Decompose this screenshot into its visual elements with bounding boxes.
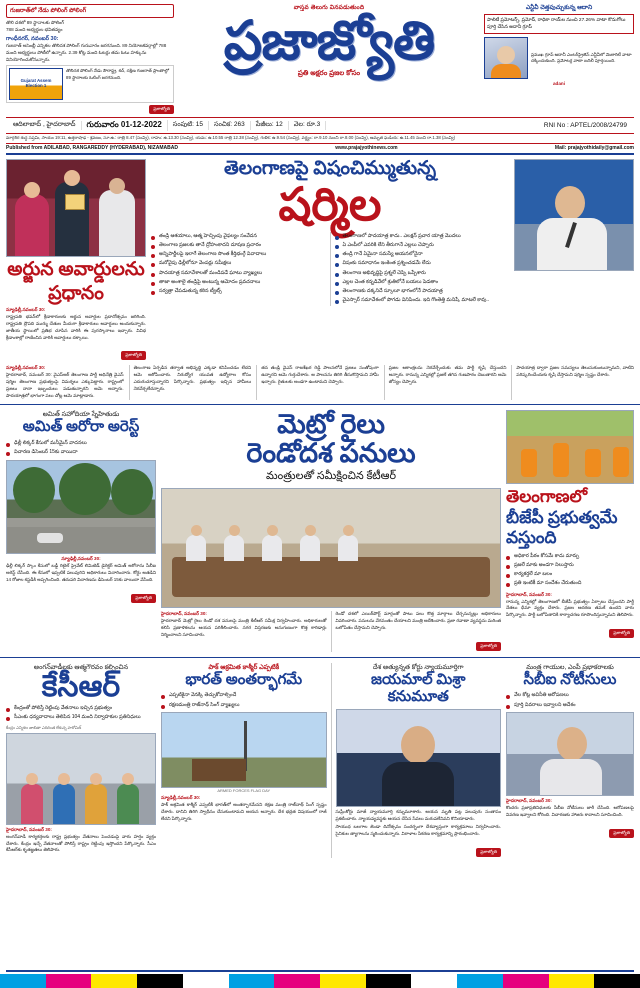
lead-bullet-l0: తండ్రి ఆశయాలు, ఆత్మ హెచ్చింపు వైఫల్యం సంవేదన [151,232,326,241]
edition-volume: సంపుటి: 15 [168,121,209,130]
lead-bullets-left [151,232,326,306]
cbi-bullet-0: వేల కోట్ల అవినీతి ఆరోపణలు [506,691,634,700]
masthead-right-photo-block [484,37,634,79]
metro-story [161,611,501,652]
lead-story-col-1 [129,365,252,400]
lead-story-dateline: న్యూఢిల్లీ,నవంబర్ 30: [6,365,46,371]
lead-bullet-r6: తెలంగాణకు దక్కనిదే స్కూలూ భాగంలోనే పాదయాత్ర [335,287,510,296]
award-caption-title: న్యూఢిల్లీ,నవంబర్ 30: [6,306,46,312]
metro-headline-2: రెండోదశ పనులు [246,437,416,468]
pok-dateline: న్యూఢిల్లీ,నవంబర్ 30: [161,794,201,800]
award-ceremony-photo [6,159,146,257]
metro-col-0 [161,611,327,652]
gujarat-election-logo [9,68,63,100]
mid-center-column [161,410,501,652]
award-headline-2: ప్రధానం [48,282,104,304]
flagday-body: సాయుధ బలగాల జెండా దినోత్సవం సందర్భంగా దేశవ్యాప్తంగా కార్యక్రమాలు నిర్వహించారు. సైనికుల త్యాగాలను స్మరించుకున్నారు. విరాళాల సేకరణ కార్యక్రమాన్ని ప్రారంభించారు. [335,824,501,837]
arora-body: ఢిల్లీ లిక్కర్ స్కాం కేసులో బడ్డీ రిటైల్ ప్రైవేట్ లిమిటెడ్ డైరెక్టర్ అమిత్ అరోరాను సీబీఐ అరెస్ట్ చేసింది. ఈ కేసులో ఇప్పటికే పలువురిని అధికారులు విచారించారు. కోర్టు అతడిని 14 రోజుల కస్టడీకి అప్పగించింది. తదుపరి విచారణను డిసెంబర్ 15కు వాయిదా వేసింది. [6,563,156,583]
adani-portrait [484,37,528,79]
lead-bullet-columns [151,232,509,306]
masthead-right-photo-text: ప్రముఖ గ్రూప్ అదానీ ఎంటర్‌ప్రైజెస్ ఎన్టీవీలో మెజారిటీ వాటా దక్కించుకుంది. ప్రమోటర్ల వాటా బదిలీ పూర్తయింది. [531,51,632,64]
info-bar [6,117,634,134]
footer-rule [6,970,634,972]
pok-body: పాక్ ఆక్రమిత కాశ్మీర్ ఎప్పటికీ భారత్‌లో అంతర్భాగమేనని రక్షణ మంత్రి రాజ్‌నాథ్ సింగ్ స్పష్టం చేశారు. దానిని తిరిగి స్వాధీనం చేసుకుంటామని ఆయన అన్నారు. దేశ భద్రత విషయంలో రాజీ లేదని పేర్కొన్నారు. [161,801,327,821]
judge-kicker: దేశ అత్యున్నత కోర్టు న్యాయమూర్తిగా [372,663,464,671]
lead-bullet-r1: ఏ ఎంపీలో ఎవరికి లేని తీరుగానే ఎల్లలు చెప్పారు [335,241,510,250]
ad-logo-line2: Election 1 [25,83,47,89]
lead-bullet-l1: తెలంగాణ ప్రజలకు తానే ద్రోహంకాదని దూషణ ప్రచారం [151,241,326,250]
flag-day-photo [161,712,327,788]
rni-number: RNI No : APTEL/2008/24799 [543,122,627,130]
street-photo [6,460,156,554]
arora-bullets [6,439,156,458]
brand-tag-arora: ప్రజాజ్యోతి [131,594,156,603]
award-story-body: రాష్ట్రపతి భవన్‌లో క్రీడాకారులకు అర్జున అవార్డుల ప్రదానోత్సవం జరిగింది. రాష్ట్రపతి ద్రౌపది ముర్ము చేతుల మీదుగా క్రీడాకారులు అవార్డులు అందుకున్నారు. జాతీయ స్థాయిలో ప్రతిభ చూపిన వారికి ఈ పురస్కారాలు ఇచ్చారు. వివిధ క్రీడాంశాల్లో రాణించిన వారికి అవార్డులు దక్కాయి. [6,313,146,340]
lead-main-headline: షర్మిల [278,178,382,230]
arora-headline: అమిత్ అరోరా అరెస్ట్ [22,419,140,436]
kcr-bullet-1: సీఎంకు ధన్యవాదాలు తెలిపిన 104 మంది నిర్వాహకుల ప్రతినిధులు [6,713,156,722]
newspaper-title: ప్రజాజ్యోతి [223,11,435,71]
edition-price: వెల: రూ.3 [289,121,326,130]
brand-tag-judge: ప్రజాజ్యోతి [476,848,501,857]
lead-bullet-l2: అన్నిపార్టీలపై ఇలాగే తెలంగాణ సొంత కీర్తిభంగ్గే వివాదాలు [151,250,326,259]
bjp-headline-3: వస్తుంది [506,528,557,548]
adani-brand: adani [553,81,565,87]
bjp-rally-photo [506,410,634,484]
mid-section [0,404,640,652]
masthead [0,0,640,114]
bjp-bullet-0: అధికార పీఠం కోసమే కాదు మార్పు [506,552,634,561]
masthead-ad [6,65,174,103]
pok-bullets [161,691,327,710]
lead-bullet-r3: విషంకు సమాధానం ఇంకెంత ప్రశ్నించడమే లేదు [335,259,510,268]
kcr-body: అంగన్‌వాడీ కార్యకర్తలకు రాష్ట్ర ప్రభుత్వం వేతనాలు పెంచడంపై వారు హర్షం వ్యక్తం చేశారు. కేంద్రం ఇచ్చే వేతనాలతో పోలిస్తే రాష్ట్రం రెట్టింపు ఇస్తోందని పేర్కొన్నారు. సీఎం కేసీఆర్‌కు కృతజ్ఞతలు తెలిపారు. [6,833,156,853]
lead-bullet-r5: ఎల్లల చెంత కన్నడివేలో శ్రుతిలోనే బయలు పెడతాం [335,278,510,287]
edition-pages: పేజీలు: 12 [251,121,289,130]
lead-bullet-r7: వైఎస్సార్ సమావేశంలో పొగడు వినిపిందు. ఇది గొంతెత్తి మనిషే, మాటలే కావు.. [335,296,510,305]
edition-place: ఆదిలాబాద్ , హైదరాబాద్ [8,121,82,130]
brand-tag-award: ప్రజాజ్యోతి [121,351,146,360]
lead-bullet-r2: తండ్రి గానే ఏమైనా సమస్యే ఆయనలోనైనా [335,250,510,259]
cbi-bullet-1: పూర్తి వివరాలు ఇవ్వాలని ఆదేశం [506,701,634,710]
masthead-left [6,4,174,114]
arora-bullet-0: ఢిల్లీ లిక్కర్ కేసులో మనీమైన్ వాదనలు [6,439,156,448]
masthead-left-box-0: గుజరాత్‌లో నేడు పోలింగ్ పోలింగ్ [6,4,174,18]
metro-body-0: హైదరాబాద్ మెట్రో రైలు రెండో దశ పనులపై మంత్రి కేటీఆర్ సమీక్ష నిర్వహించారు. అధికారులతో కలిసి ప్రణాళికలను ఆయన పరిశీలించారు. నగర విస్తరణకు అనుగుణంగా కొత్త కారిడార్లు నిర్మించాలని సూచించారు. [161,618,327,637]
bjp-dateline: హైదరాబాద్, నవంబర్ 30: [506,591,552,597]
kcr-bullets [6,704,156,723]
arora-bullet-1: విచారణ డిసెంబర్ 15కు వాయిదా [6,448,156,457]
mid-left-column [6,410,156,652]
lead-kicker: తెలంగాణపై విషంచిమ్ముతున్న [223,157,437,179]
lead-story-text-3: ప్రజల ఆకాంక్షలను నెరవేర్చేందుకు తమ పార్టీ కృషి చేస్తుందని అన్నారు. రానున్న ఎన్నికల్లో ప్రజలే తగిన గుణపాఠం చెబుతారని ఆమె జోస్యం చెప్పారు. [388,365,507,385]
bottom-right-column [506,663,634,858]
bjp-bullet-3: ప్రతి ఇంటికీ మా సందేశం చేరుతుంది [506,579,634,588]
judge-name: జయమాల్ మిశ్రా [371,672,466,689]
cmyk-registration-bar [0,974,640,988]
metro-subheadline: మంత్రులతో సమీక్షించిన కేటీఆర్ [266,470,396,483]
bjp-headline-2: బీజేపీ ప్రభుత్వమే [506,507,618,527]
bjp-headline-1: తెలంగాణలో [506,487,588,507]
bjp-bullet-1: ప్రజలే మాకు అండగా నిలుస్తారు [506,561,634,570]
edition-date: గురువారం 01-12-2022 [82,120,168,131]
email-address[interactable]: Mail: prajajyothidaily@gmail.com [554,144,634,151]
bottom-center-column [161,663,501,858]
newspaper-subtitle: ప్రతి అక్షరం ప్రజల కోసం [297,70,361,77]
arora-kicker: అమిత్ సహోదియా స్నేహితుడు [42,411,120,419]
cbi-headline: సీబీఐ నోటీసులు [523,672,617,689]
lead-story-text-1: తెలంగాణ ఏర్పడిన తర్వాత అభివృద్ధి ఎక్కడా కనిపించడం లేదని ఆమె ఆరోపించారు. నిరుద్యోగ యువత ఉద్యోగాల కోసం ఎదురుచూస్తున్నారని పేర్కొన్నారు. ప్రభుత్వం ఇచ్చిన హామీలు నెరవేర్చలేదన్నారు. [133,365,252,392]
cbi-dateline: హైదరాబాద్, నవంబర్ 30: [506,797,552,803]
ad-logo-line1: Gujarat Assem [20,78,52,84]
lead-bullet-r0: తెలంగాణలో పాదయాత్ర కాదు.. ఎలక్షన్ ప్రచార యాత్ర మొదలు [335,232,510,241]
bjp-bullet-2: కార్యకర్తలే మా బలం [506,570,634,579]
metro-col-1 [331,611,502,652]
lead-bullet-r4: తెలంగాణ అభివృద్ధిపై ప్రశ్నలే చెప్పి ఒప్పేశారు [335,269,510,278]
anganwadi-photo [6,733,156,825]
sharmila-speech-photo [514,159,634,271]
lead-section [0,155,640,362]
cbi-bullets [506,691,634,710]
arora-dateline: న్యూఢిల్లీ,నవంబర్ 30: [61,556,101,562]
award-headline-1: అర్జున అవార్డులను [7,258,145,280]
website-url[interactable]: www.prajajyothinews.com [335,144,398,151]
pok-story [161,663,327,858]
lead-bullet-l3: మరోవైపు ఢిల్లీలోనూ వెంపర్లు సమీక్షలు [151,259,326,268]
pok-kicker: పాక్ ఆక్రమిత కాశ్మీర్ ఎప్పటికీ [208,663,280,671]
cbi-kicker: మంత్ర గాయుల, ఎంపీ ప్రభాకరాలకు [526,663,614,671]
masthead-left-box-1: తొలి దశలో 89 స్థానాలకు పోలింగ్ [6,20,65,25]
kcr-kicker: అంగన్‌వాడీలకు ఆత్మగౌరవం కల్పించిన [33,663,129,671]
bottom-center-grid [161,663,501,858]
bjp-body: రానున్న ఎన్నికల్లో తెలంగాణలో బీజేపీ ప్రభుత్వం ఏర్పాటు చేస్తుందని పార్టీ నేతలు ధీమా వ్యక్తం చేశారు. ప్రజల ఆదరణ తమకే ఉందని వారు పేర్కొన్నారు. పార్టీ బలోపేతానికి కార్యాచరణ రూపొందిస్తున్నామని తెలిపారు. [506,598,634,618]
pok-bullet-0: ఎప్పటికైనా వెనక్కి తెచ్చుకోవాల్సిందే [161,691,327,700]
masthead-left-box-2: 788 మంది అభ్యర్థుల భవితవ్యం [6,26,63,32]
lead-story-col-4 [511,365,634,400]
masthead-left-caption-body: గుజరాత్ అసెంబ్లీ ఎన్నికల తొలిదశ పోలింగ్ గురువారం జరగనుంది. 89 నియోజకవర్గాల్లో 788 మంది అభ్యర్థులు పోటీలో ఉన్నారు. 2.39 కోట్ల మంది ఓటర్లు తమ ఓటు హక్కును వినియోగించుకోనున్నారు. [6,43,167,62]
mid-right-column [506,410,634,652]
judge-sub: కనుమూత [387,689,449,706]
panchangam-bar: మార్గశిర శుద్ధ సప్తమి, సాయం 19:11, ఉత్తరాషాఢ - శ్రవణం, సూ.ఉ.: రాత్రి 8.47 (సంవ్వి), రాహు: ఉ.13.30 (సంవ్వి), యమ: ఉ.10.55 రాత్రి 12.38 (సంవ్వి), గుళిక: ఉ.9.54 (సంవ్వి), వర్జ్యం: రా.9.10 నుంచి రా.8.00 (సంవ్వి), అమృత ఘడియ: ఉ.11.45 నుంచి రా.1.38 (సంవ్వి) [6,134,634,143]
kcr-headline: కేసీఆర్ [41,670,121,704]
metro-body-1: రెండో దశలో ఎయిర్‌పోర్ట్ మార్గంతో పాటు పలు కొత్త మార్గాలు చేర్చనున్నట్లు అధికారులు వివరించారు. పనులను వేగవంతం చేయాలని మంత్రి ఆదేశించారు. ప్రజా రవాణా వ్యవస్థను మరింత బలోపేతం చేస్తామని చెప్పారు. [335,611,502,630]
lead-left-column [6,159,146,362]
brand-tag-bjp: ప్రజాజ్యోతి [609,629,634,638]
masthead-center [178,4,480,114]
lead-story-text-0: హైదరాబాద్, నవంబర్ 30: వైఎస్ఆర్ తెలంగాణ పార్టీ అధినేత్రి వైఎస్ షర్మిల తెలంగాణ ప్రభుత్వంపై విమర్శలు ఎక్కుపెట్టారు. రాష్ట్రంలో ప్రజలు నానా ఇబ్బందులు పడుతున్నారని ఆమె అన్నారు. పాదయాత్రలో భాగంగా పలు చోట్ల ఆమె మాట్లాడారు. [6,372,124,399]
lead-story-text-4: పాదయాత్ర ద్వారా ప్రజల సమస్యలు తెలుసుకుంటున్నామని, వాటిని పరిష్కరించేందుకు కృషి చేస్తామని షర్మిల స్పష్టం చేశారు. [516,365,634,378]
metro-dateline: హైదరాబాద్, నవంబర్ 30: [161,611,207,617]
masthead-right [484,4,634,114]
lead-bullet-l5: తాజా అంశాలై తండ్రిపై అంటున్న ఆమోదం ప్రవచనాలు [151,278,326,287]
kcr-dateline: హైదరాబాద్, నవంబర్ 30: [6,826,52,832]
lead-center-column [151,159,509,362]
masthead-tagline: వాస్తవ తెలుగు వినపడుతుంది [293,5,365,11]
brand-tag-cbi: ప్రజాజ్యోతి [609,829,634,838]
lead-right-column [514,159,634,362]
brand-tag: ప్రజాజ్యోతి [149,105,174,114]
pok-headline: భారత్ అంతర్భాగమే [185,672,303,689]
pok-bullet-1: రక్షణమంత్రి రాజ్‌నాథ్ సింగ్ వ్యాఖ్యలు [161,701,327,710]
lead-story-col-2 [256,365,379,400]
kcr-bullet-0: కేంద్రంతో పోలిస్తే రెట్టింపు వేతనాలు ఇచ్చిన ప్రభుత్వం [6,704,156,713]
lead-story-columns [0,361,640,400]
lead-bullet-l6: సర్వత్రా చేపడుతున్న కఠిన ట్వీట్స్ [151,287,326,296]
publication-bar [6,144,634,155]
flag-day-banner: ARMED FORCES FLAG DAY [217,787,271,793]
cbi-body: కొందరు ప్రజాప్రతినిధులకు సీబీఐ నోటీసులు జారీ చేసింది. ఆరోపణలపై వివరణ ఇవ్వాలని కోరింది. విచారణకు హాజరు కావాలని సూచించింది. [506,804,634,817]
bottom-section [0,657,640,858]
masthead-right-box: పాలిటీ ప్రమోటర్స్, ప్రమోద్, రాధికా రాయ్‌ల నుంచి 27.26% వాటా కొనుగోలు పూర్తి చేసిన అదానీ గ్రూప్ [484,14,634,34]
lead-bullet-l4: పాదయాత్ర సమావేశాలతో మండిపడే ఘాటు వ్యాఖ్యలు [151,269,326,278]
masthead-right-header: ఎన్టీవీ చెత్తపుచ్చుకున్న ఆదాని [525,5,593,11]
judge-body: సుప్రీంకోర్టు మాజీ న్యాయమూర్తి కన్నుమూశారు. ఆయన మృతి పట్ల పలువురు సంతాపం ప్రకటించారు. న్యాయవ్యవస్థకు ఆయన చేసిన సేవలు మరువలేనివని కొనియాడారు. [335,808,501,821]
ktr-review-meeting-photo [161,488,501,608]
kcr-photo-caption: కేంద్రం ఎన్నికల జాబితా ఎదిరింత లేకున్న హరోమిక్ [6,724,82,730]
bottom-left-column [6,663,156,858]
judge-portrait [336,709,502,807]
masthead-ad-text: తొలిదశ పోలింగ్ నేడు సౌరాష్ట్ర, కచ్, దక్షిణ గుజరాత్ ప్రాంతాల్లో 89 స్థానాలకు ఓటింగ్ జరగనుంది. [66,68,169,80]
lead-story-text-2: తన తండ్రి వైఎస్ రాజశేఖర రెడ్డి పాలనలోనే ప్రజలు సంతోషంగా ఉన్నారని ఆమె గుర్తుచేశారు. ఆ పాలనను తిరిగి తీసుకొస్తామని హామీ ఇచ్చారు. రైతులకు అండగా ఉంటామని చెప్పారు. [261,365,379,385]
judge-story [331,663,502,858]
metro-headline-1: మెట్రో రైలు [277,409,385,440]
masthead-left-caption-title: గాంధీనగర్, నవంబర్ 30: [6,36,59,43]
lead-story-col-0 [6,365,124,400]
lead-bullets-right [330,232,510,306]
cbi-subject-photo [506,712,634,796]
edition-issue: సంచిక: 263 [209,121,251,130]
lead-story-col-3 [384,365,507,400]
published-from: Published from ADILABAD, RANGAREDDY (HYDERABAD), NIZAMABAD [6,144,178,151]
brand-tag-metro: ప్రజాజ్యోతి [476,642,501,651]
bjp-bullets [506,552,634,589]
